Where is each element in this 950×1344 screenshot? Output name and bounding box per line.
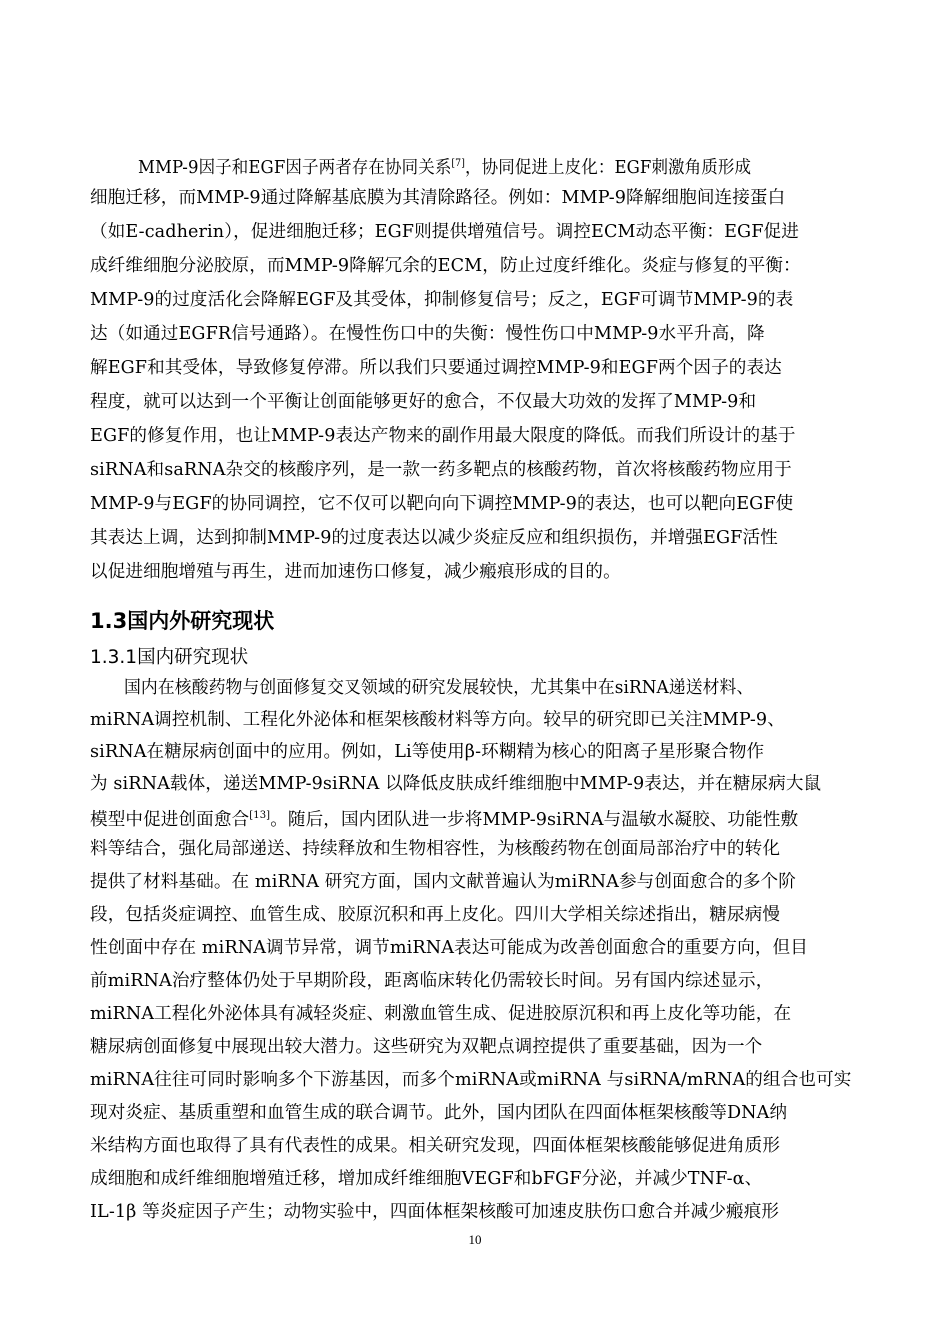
text-line: siRNA在糖尿病创面中的应用。例如，Li等使用β-环糊精为核心的阳离子星形聚合物作 <box>90 742 765 762</box>
text-line: MMP-9与EGF的协同调控，它不仅可以靶向向下调控MMP-9的表达，也可以靶向EGF使 <box>90 494 794 514</box>
text-line: miRNA工程化外泌体具有减轻炎症、刺激血管生成、促进胶原沉积和再上皮化等功能，在 <box>90 1004 792 1024</box>
text-line: 成纤维细胞分泌胶原，而MMP-9降解冗余的ECM，防止过度纤维化。炎症与修复的平衡： <box>90 256 801 276</box>
text-line: 解EGF和其受体，导致修复停滞。所以我们只要通过调控MMP-9和EGF两个因子的表达 <box>90 358 782 378</box>
text-line: 段，包括炎症调控、血管生成、胶原沉积和再上皮化。四川大学相关综述指出，糖尿病慢 <box>90 905 781 925</box>
text-line: 糖尿病创面修复中展现出较大潜力。这些研究为双靶点调控提供了重要基础，因为一个 <box>90 1037 763 1057</box>
text-line: 其表达上调，达到抑制MMP-9的过度表达以减少炎症反应和组织损伤，并增强EGF活性 <box>90 528 778 548</box>
text-line: MMP-9的过度活化会降解EGF及其受体，抑制修复信号；反之，EGF可调节MMP-9的表 <box>90 290 794 310</box>
text-line: 料等结合，强化局部递送、持续释放和生物相容性，为核酸药物在创面局部治疗中的转化 <box>90 839 781 859</box>
subsection-heading: 1.3.1国内研究现状 <box>90 647 249 668</box>
text-line: （如E-cadherin），促进细胞迁移；EGF则提供增殖信号。调控ECM动态平衡：EGF促进 <box>90 222 799 242</box>
text-line: 以促进细胞增殖与再生，进而加速伤口修复，减少瘢痕形成的目的。 <box>90 562 621 582</box>
text-line: 成细胞和成纤维细胞增殖迁移，增加成纤维细胞VEGF和bFGF分泌，并减少TNF-α、 <box>90 1169 763 1189</box>
text-line: siRNA和saRNA杂交的核酸序列，是一款一药多靶点的核酸药物，首次将核酸药物应用于 <box>90 460 792 480</box>
text-line: EGF的修复作用，也让MMP-9表达产物来的副作用最大限度的降低。而我们所设计的基于 <box>90 426 796 446</box>
citation-marker: [13] <box>249 810 271 821</box>
text-line: 性创面中存在 miRNA调节异常，调节miRNA表达可能成为改善创面愈合的重要方向，但目 <box>90 938 808 958</box>
text-line: 提供了材料基础。在 miRNA 研究方面，国内文献普遍认为miRNA参与创面愈合的多个阶 <box>90 872 796 892</box>
page-number: 10 <box>468 1232 482 1247</box>
text-line: IL-1β 等炎症因子产生；动物实验中，四面体框架核酸可加速皮肤伤口愈合并减少瘢痕形 <box>90 1202 780 1222</box>
text-line: 达（如通过EGFR信号通路）。在慢性伤口中的失衡：慢性伤口中MMP-9水平升高，降 <box>90 324 765 344</box>
text-line: 细胞迁移，而MMP-9通过降解基底膜为其清除路径。例如：MMP-9降解细胞间连接蛋白 <box>90 188 786 208</box>
text-line: 现对炎症、基质重塑和血管生成的联合调节。此外，国内团队在四面体框架核酸等DNA纳 <box>90 1103 788 1123</box>
text-line: 模型中促进创面愈合[13]。随后，国内团队进一步将MMP-9siRNA与温敏水凝胶、功能性敷 <box>90 809 799 830</box>
text-line: 国内在核酸药物与创面修复交叉领域的研究发展较快，尤其集中在siRNA递送材料、 <box>124 678 754 698</box>
citation-marker: [7] <box>451 158 466 169</box>
text-line: 为 siRNA载体，递送MMP-9siRNA 以降低皮肤成纤维细胞中MMP-9表达，并在糖尿病大鼠 <box>90 774 822 794</box>
text-line: miRNA调控机制、工程化外泌体和框架核酸材料等方向。较早的研究即已关注MMP-9、 <box>90 710 785 730</box>
text-line: MMP-9因子和EGF因子两者存在协同关系[7]，协同促进上皮化：EGF刺激角质形成 <box>138 157 752 178</box>
text-line: miRNA往往可同时影响多个下游基因，而多个miRNA或miRNA 与siRNA/mRNA的组合也可实 <box>90 1070 852 1090</box>
text-line: 程度，就可以达到一个平衡让创面能够更好的愈合，不仅最大功效的发挥了MMP-9和 <box>90 392 757 412</box>
text-line: 米结构方面也取得了具有代表性的成果。相关研究发现，四面体框架核酸能够促进角质形 <box>90 1136 781 1156</box>
section-heading: 1.3国内外研究现状 <box>90 609 275 633</box>
text-line: 前miRNA治疗整体仍处于早期阶段，距离临床转化仍需较长时间。另有国内综述显示， <box>90 971 774 991</box>
